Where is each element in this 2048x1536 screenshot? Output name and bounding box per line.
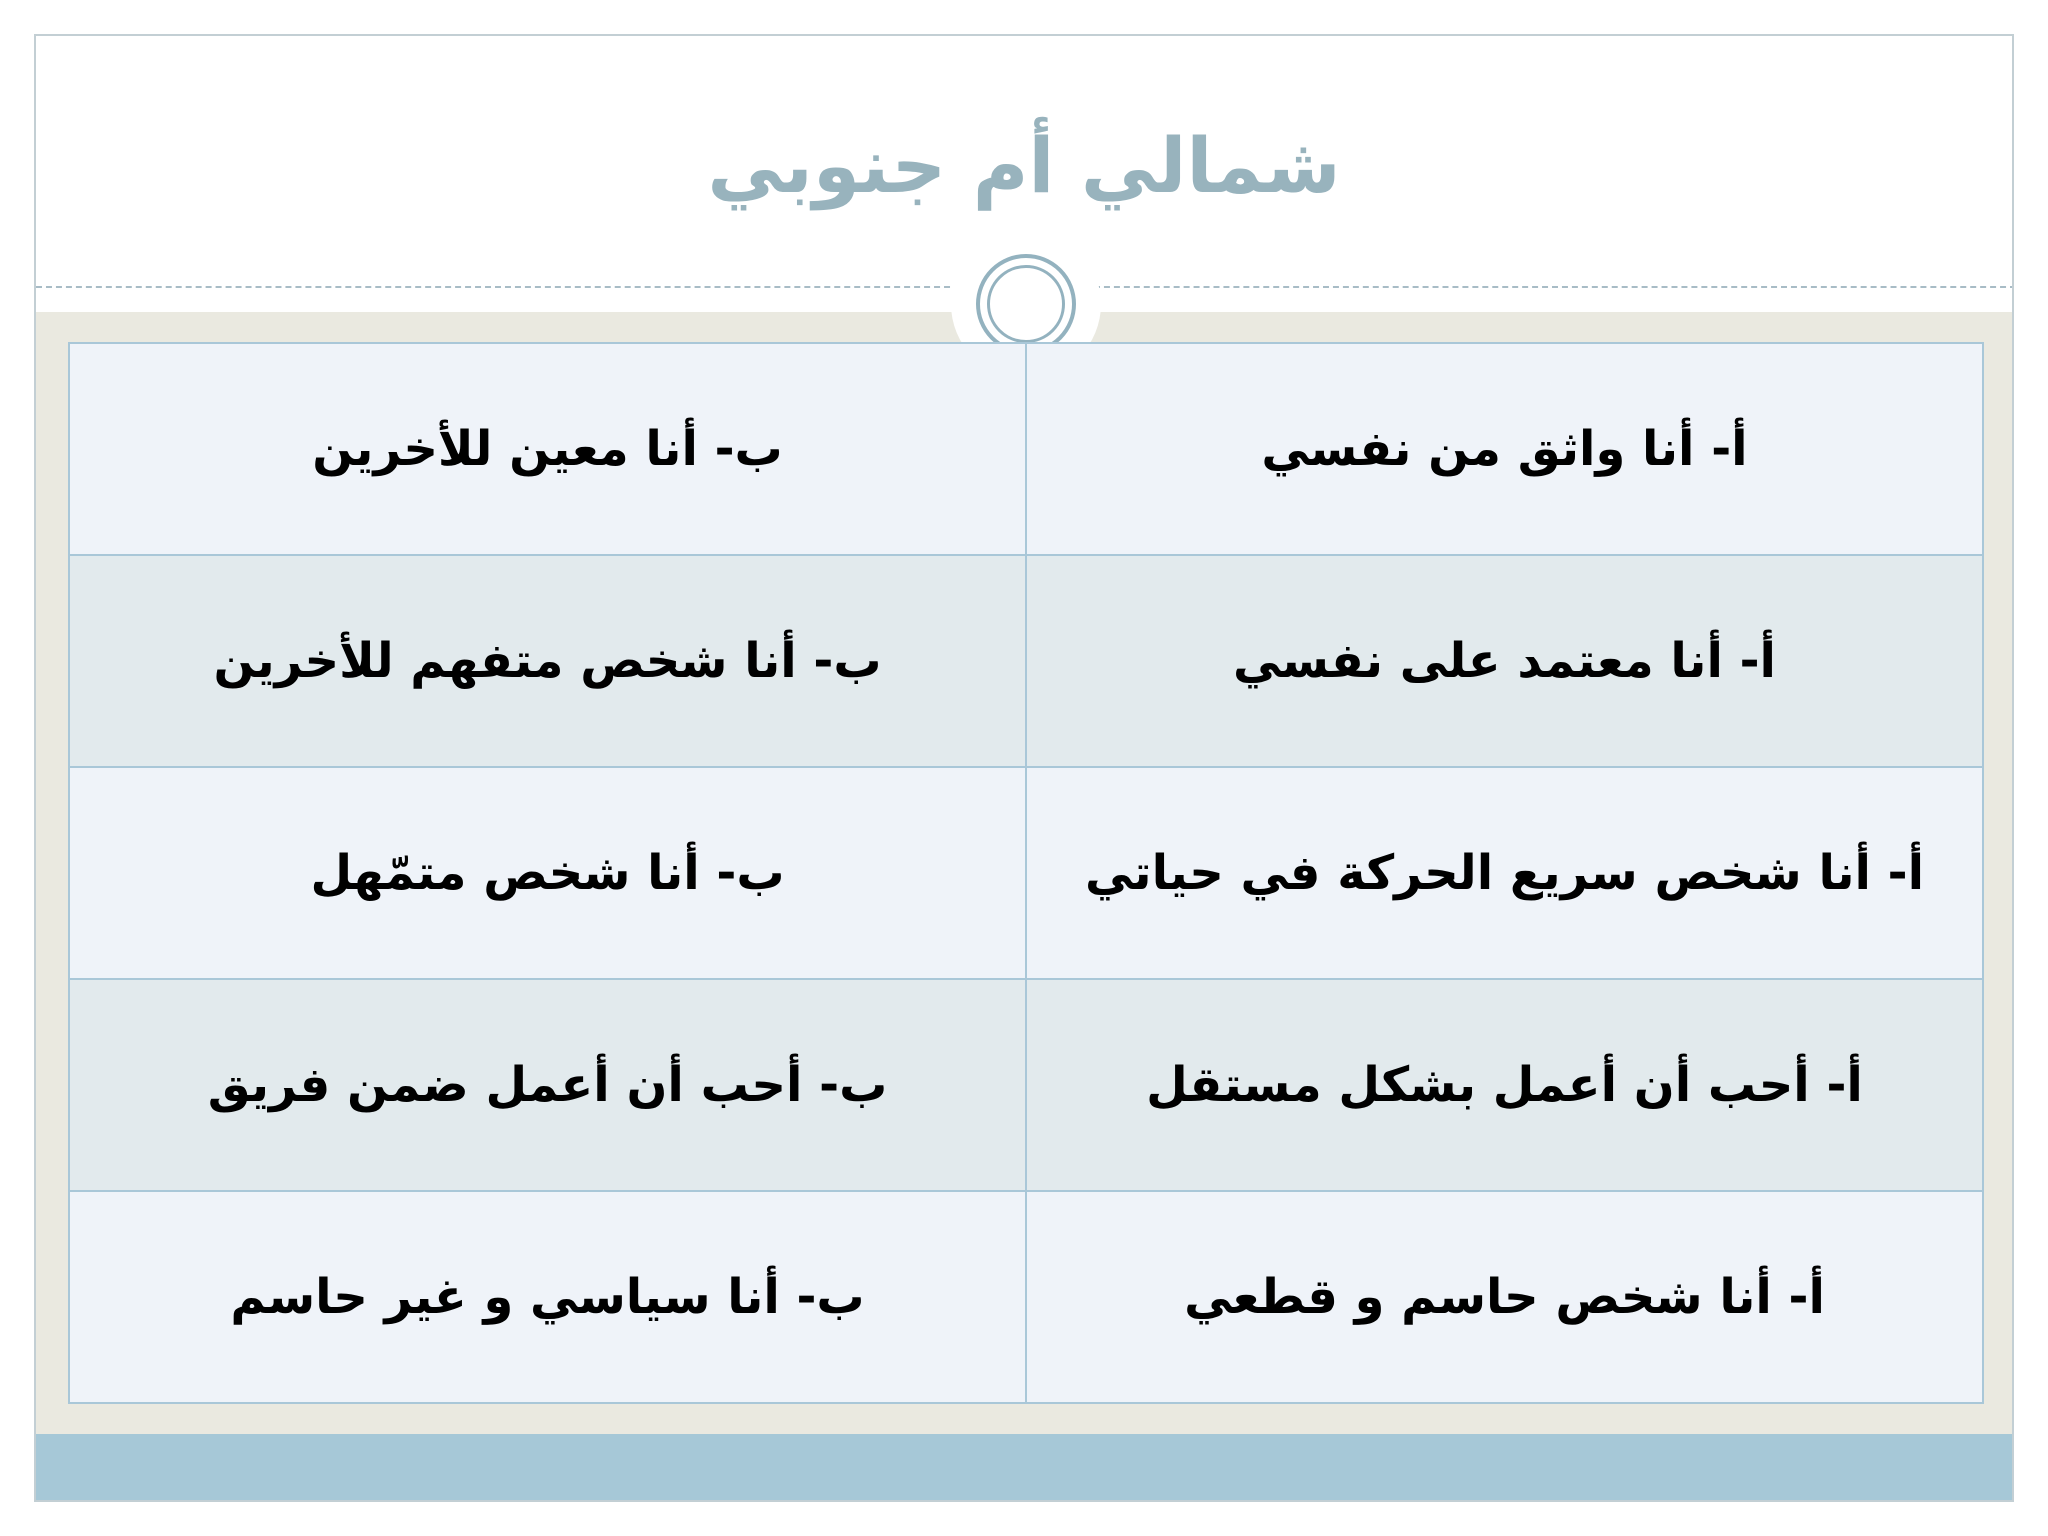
slide-title: شمالي أم جنوبي [707, 121, 1341, 210]
choices-table [68, 342, 1984, 1404]
choice-a: أ- أنا شخص حاسم و قطعي [1025, 1192, 1982, 1402]
slide [34, 34, 2014, 1502]
title-divider-right [1094, 286, 2014, 288]
table-row [70, 554, 1982, 766]
choice-a: أ- أنا معتمد على نفسي [1025, 556, 1982, 766]
choice-b: ب- أنا شخص متمّهل [310, 845, 785, 901]
choice-b: ب- أنا سياسي و غير حاسم [230, 1269, 865, 1325]
choice-b: ب- أحب أن أعمل ضمن فريق [207, 1057, 888, 1113]
table-row [70, 978, 1982, 1190]
table-row [70, 766, 1982, 978]
circle-ornament-inner [987, 265, 1065, 343]
choice-b: ب- أنا شخص متفهم للأخرين [213, 633, 882, 689]
choice-b: ب- أنا معين للأخرين [312, 421, 783, 477]
table-row [70, 1190, 1982, 1402]
footer-band [36, 1434, 2012, 1502]
choice-a: أ- أحب أن أعمل بشكل مستقل [1025, 980, 1982, 1190]
title-divider-left [36, 286, 960, 288]
choice-a: أ- أنا شخص سريع الحركة في حياتي [1025, 768, 1982, 978]
choice-a: أ- أنا واثق من نفسي [1025, 344, 1982, 554]
table-row [70, 344, 1982, 554]
